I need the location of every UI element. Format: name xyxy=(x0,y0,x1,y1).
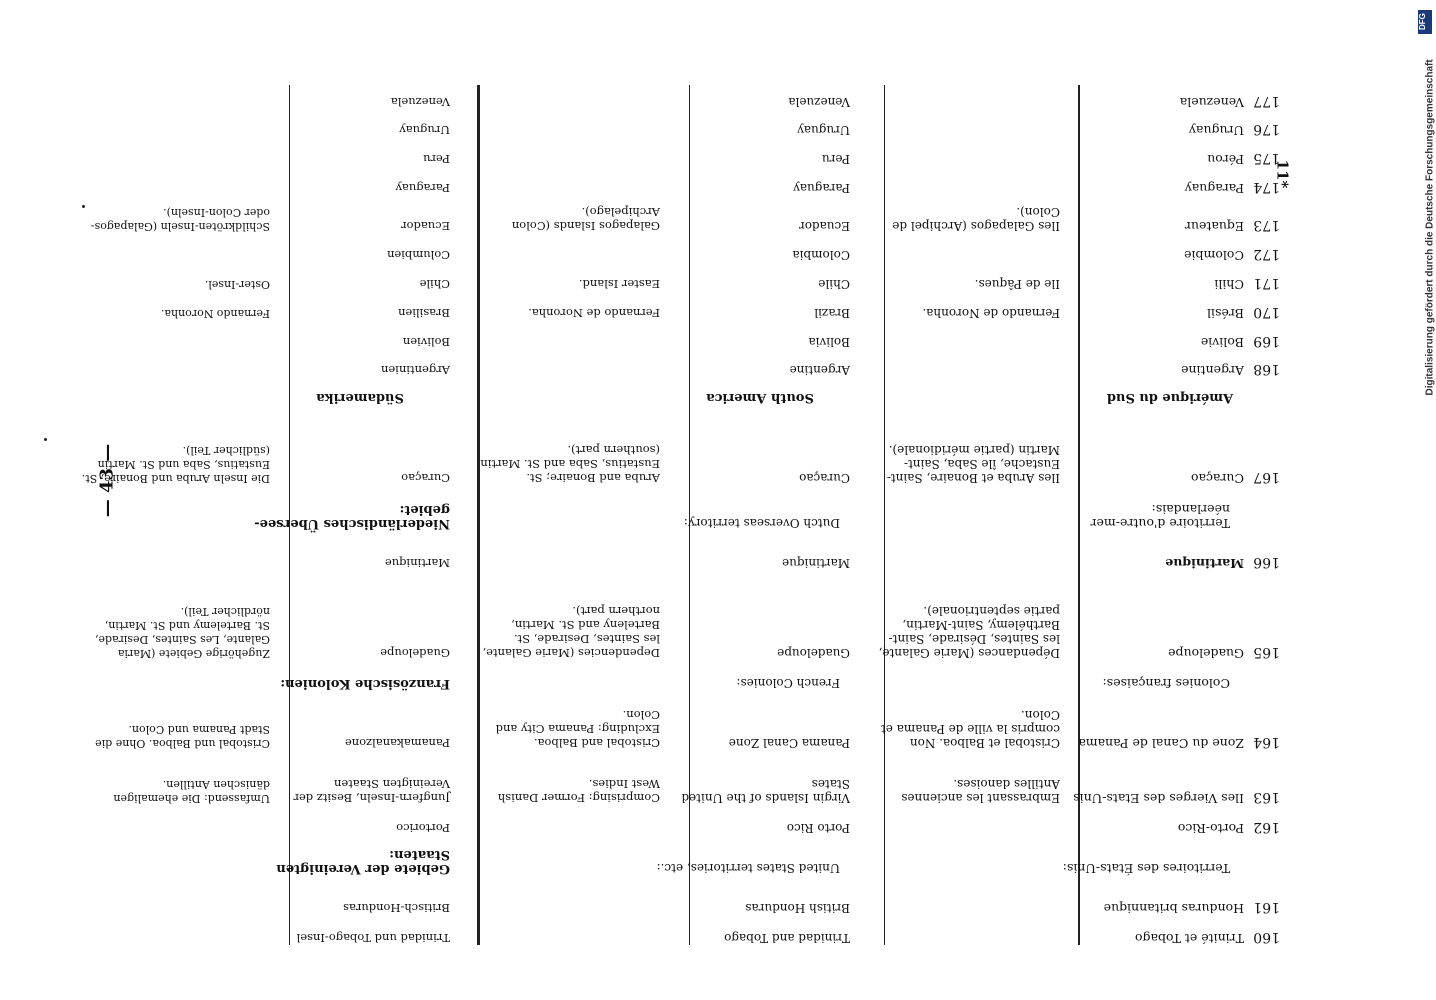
row-german: Columbien xyxy=(387,248,450,262)
signature-mark: 11* xyxy=(1273,159,1292,189)
row-german: Uruguay xyxy=(399,123,450,137)
row-german: Martinique xyxy=(384,556,450,570)
row-german: Guadeloupe xyxy=(380,646,450,660)
row-french-note: Iles Aruba et Bonaire, Saint-Eustache, île Saba, Saint-Martin (partie méridionale). xyxy=(886,443,1060,485)
row-english: Panama Canal Zone xyxy=(728,736,850,750)
row-french: Chili xyxy=(1214,277,1244,292)
row-english: Guadeloupe xyxy=(777,646,850,660)
speck xyxy=(44,438,47,441)
row-english-note: Comprising: Former Danish West Indies. xyxy=(497,777,660,805)
speck xyxy=(82,205,85,208)
row-number: 173 xyxy=(1253,217,1280,233)
row-french: Porto-Rico xyxy=(1177,821,1244,836)
row-english: United States territories, etc.: xyxy=(656,861,840,875)
row-english: Dutch Overseas territory: xyxy=(683,516,840,530)
row-english-note: Cristobal and Balboa. Excluding: Panama City and Colon. xyxy=(495,708,660,750)
row-number: 164 xyxy=(1253,734,1280,750)
row-french: Zone du Canal de Panama xyxy=(1078,736,1244,751)
row-english: Colombia xyxy=(792,248,850,262)
row-french: Territoires des États-Unis: xyxy=(1062,861,1230,876)
row-german-note: Schildkröten-Inseln (Galapagos- oder Colon-Inseln). xyxy=(90,206,270,233)
section-heading-french: Amérique du Sud xyxy=(1106,390,1234,405)
row-english: Porto Rico xyxy=(786,821,850,835)
row-french: Territoire d'outre-mer néerlandais: xyxy=(1090,502,1230,531)
row-english: Brazil xyxy=(814,306,850,320)
row-german: Panamakanalzone xyxy=(344,736,450,750)
row-german: Gebiete der Vereinigten Staaten: xyxy=(276,847,450,876)
row-number: 162 xyxy=(1253,819,1280,835)
row-german: Venezuela xyxy=(390,95,450,109)
row-french: Guadeloupe xyxy=(1168,646,1244,661)
row-french: Equateur xyxy=(1184,219,1244,234)
row-french: Iles Vierges des Etats-Unis xyxy=(1073,791,1244,806)
page-number: — 43 — xyxy=(96,443,118,518)
row-german-note: Fernando Noronha. xyxy=(160,307,270,320)
row-english: French Colonies: xyxy=(736,676,840,690)
row-english: Uruguay xyxy=(797,123,850,137)
section-heading-english: South America xyxy=(706,390,814,405)
row-german-note: Umfassend: Die ehemaligen dänischen Antillen. xyxy=(113,778,270,805)
row-french: Bolivie xyxy=(1200,335,1244,350)
row-number: 177 xyxy=(1253,93,1280,109)
column-divider xyxy=(689,85,690,945)
row-english: Curaçao xyxy=(799,471,850,485)
row-german: Paraguay xyxy=(395,181,450,195)
row-english: British Honduras xyxy=(745,901,850,915)
row-german: Bolivien xyxy=(402,335,450,349)
row-french: Martinique xyxy=(1165,556,1244,571)
row-french: Brésil xyxy=(1207,306,1244,321)
section-heading-german: Südamerika xyxy=(316,390,404,405)
row-number: 167 xyxy=(1253,469,1280,485)
row-german-note: Cristobal und Balboa. Ohne die Stadt Panama und Colon. xyxy=(95,723,270,750)
row-french-note: Ile de Pâques. xyxy=(974,277,1060,291)
row-number: 161 xyxy=(1253,899,1280,915)
row-number: 174 xyxy=(1253,179,1280,195)
row-german: Argentinien xyxy=(381,363,450,377)
row-german-note: Zugehörige Gebiete (Maria Galante, Les Saintes, Desirade, St. Bartelemy und St. Martin, nördlicher Teil). xyxy=(94,605,270,660)
row-french-note: Embrassant les anciennes Antilles danoises. xyxy=(901,777,1060,805)
row-german: Brasilien xyxy=(398,306,450,320)
row-german: Ecuador xyxy=(401,219,450,233)
row-english-note: Fernando de Noronha. xyxy=(528,306,660,320)
row-german: Portorico xyxy=(396,821,450,835)
row-number: 168 xyxy=(1253,361,1280,377)
row-english-note: Easter Island. xyxy=(578,277,660,291)
row-french: Venezuela xyxy=(1179,95,1244,110)
row-english: Virgin Islands of the United States xyxy=(681,777,850,805)
row-german: Chile xyxy=(419,277,450,291)
row-english: Ecuador xyxy=(798,219,850,233)
row-french: Argentine xyxy=(1181,363,1244,378)
row-number: 165 xyxy=(1253,644,1280,660)
row-english: Argentine xyxy=(789,363,850,377)
credit-text: Digitalisierung gefördert durch die Deutsche Forschungsgemeinschaft xyxy=(1424,59,1436,396)
row-english: Paraguay xyxy=(793,181,850,195)
row-french-note: Dépendances (Marie Galante, les Saintes, Désirade, Saint-Barthélemy, Saint-Martin, partie septentrionale). xyxy=(878,604,1060,660)
row-german: Peru xyxy=(423,152,450,166)
row-german: Niederländisches Übersee-gebiet: xyxy=(254,502,450,531)
row-english: Bolivia xyxy=(808,335,850,349)
row-number: 171 xyxy=(1253,275,1280,291)
row-french: Uruguay xyxy=(1188,123,1244,138)
row-german: Trinidad und Tobago-Insel xyxy=(296,931,450,945)
row-german: Jungfern-Inseln, Besitz der Vereinigten Staaten xyxy=(293,777,450,805)
row-german: Französische Kolonien: xyxy=(280,676,450,691)
row-french-note: Iles Galapagos (Archipel de Colon). xyxy=(892,205,1060,233)
row-french-note: Fernando de Noronha. xyxy=(922,306,1060,320)
rotated-page-body xyxy=(40,85,1280,945)
row-french: Colombie xyxy=(1184,248,1244,263)
row-french-note: Cristobal et Balboa. Non compris la ville de Panama et Colon. xyxy=(880,708,1060,750)
digitization-credit xyxy=(1420,10,1436,400)
row-english: Venezuela xyxy=(788,95,850,109)
row-german: Curaçao xyxy=(401,471,450,485)
row-number: 160 xyxy=(1253,929,1280,945)
row-french: Trinité et Tobago xyxy=(1134,931,1244,946)
row-number: 170 xyxy=(1253,304,1280,320)
row-number: 175 xyxy=(1253,150,1280,166)
row-number: 176 xyxy=(1253,121,1280,137)
row-german: Britisch-Honduras xyxy=(343,901,450,915)
row-number: 172 xyxy=(1253,246,1280,262)
row-german-note: Die Inseln Aruba und Bonaire, St. Eustatius, Saba und St. Martin (südlicher Teil). xyxy=(81,444,270,485)
row-number: 166 xyxy=(1253,554,1280,570)
row-english: Peru xyxy=(821,152,850,166)
row-english-note: Dependencies (Marie Galante, les Saintes, Desirade, St. Barteleny and St. Martin, northern part). xyxy=(482,604,660,660)
row-german-note: Oster-Insel. xyxy=(204,278,270,291)
row-french: Paraguay xyxy=(1184,181,1244,196)
row-english-note: Aruba and Bonaire; St. Eustatius, Saba and St. Martin (southern part). xyxy=(480,443,660,485)
row-french: Colonies françaises: xyxy=(1102,676,1230,691)
row-english: Chile xyxy=(818,277,850,291)
row-french: Honduras britannique xyxy=(1103,901,1244,916)
dfg-logo: DFG xyxy=(1418,10,1432,34)
row-french: Pérou xyxy=(1207,152,1244,167)
row-english: Trinidad and Tobago xyxy=(724,931,850,945)
row-number: 169 xyxy=(1253,333,1280,349)
row-number: 163 xyxy=(1253,789,1280,805)
row-english-note: Galapagos Islands (Colon Archipelago). xyxy=(511,205,660,233)
row-english: Martinique xyxy=(782,556,850,570)
row-french: Curaçao xyxy=(1190,471,1244,486)
